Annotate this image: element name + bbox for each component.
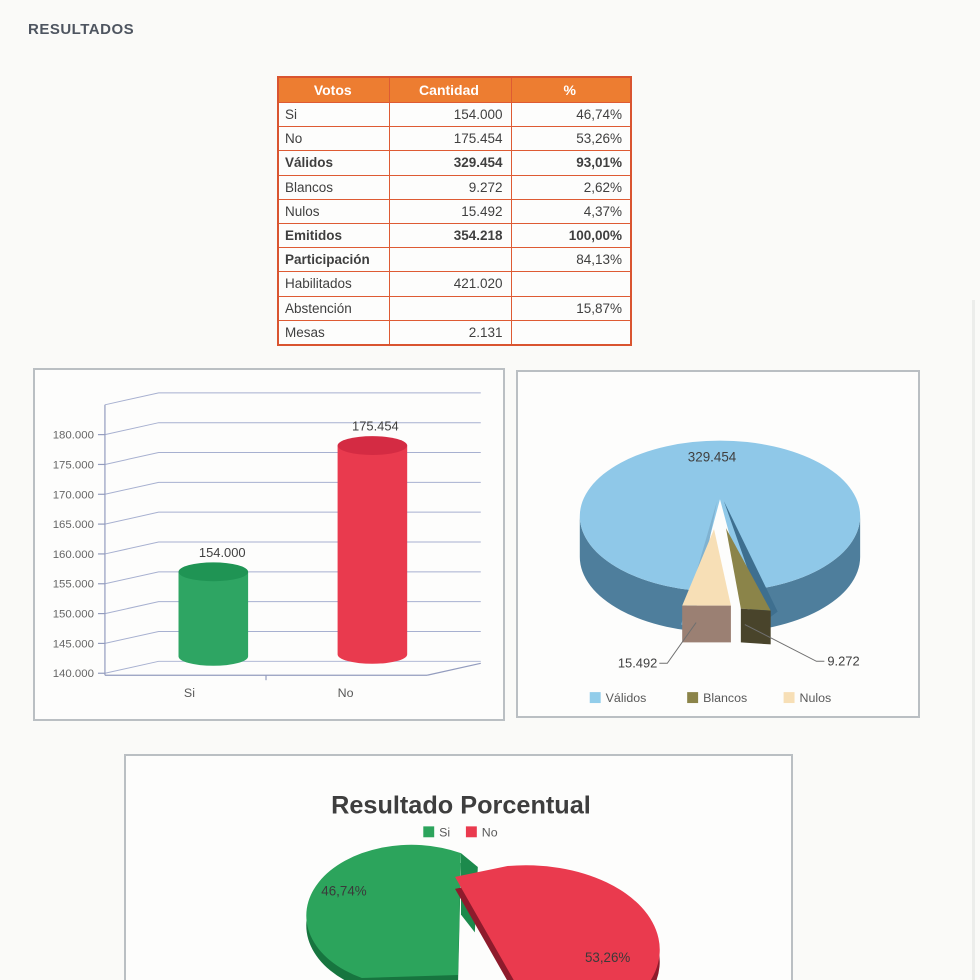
x-category-no: No <box>337 686 354 701</box>
cell-cantidad: 2.131 <box>389 320 511 345</box>
y-tick: 145.000 <box>52 638 95 651</box>
cell-label: Abstención <box>278 296 389 320</box>
y-tick: 170.000 <box>52 489 95 502</box>
y-tick: 155.000 <box>52 578 95 591</box>
legend-label-blancos: Blancos <box>703 691 748 706</box>
legend-swatch-si <box>423 826 434 837</box>
cell-label: Emitidos <box>278 223 389 247</box>
cell-label: Habilitados <box>278 272 389 296</box>
y-tick: 165.000 <box>52 519 95 532</box>
bar-no-cylinder <box>338 436 408 664</box>
cell-pct: 93,01% <box>511 151 631 175</box>
pie-chart-box <box>516 370 920 718</box>
percentage-chart-box <box>124 754 793 980</box>
col-header-votos: Votos <box>278 77 389 103</box>
bar-no-value-label: 175.454 <box>352 418 399 434</box>
table-row <box>278 199 631 223</box>
bar-chart-box <box>33 368 505 721</box>
y-tick: 180.000 <box>52 429 95 442</box>
pie-legend <box>590 691 831 705</box>
cell-label: Blancos <box>278 175 389 199</box>
cell-pct <box>511 320 631 345</box>
cell-pct: 2,62% <box>511 175 631 199</box>
cell-pct: 84,13% <box>511 248 631 272</box>
pie-blancos-label: 9.272 <box>827 653 860 669</box>
legend-swatch-no <box>466 826 477 837</box>
legend-label-nulos: Nulos <box>799 691 832 706</box>
pct-si-label: 46,74% <box>321 883 367 899</box>
cell-pct: 15,87% <box>511 296 631 320</box>
cell-label: Nulos <box>278 199 389 223</box>
table-row <box>278 175 631 199</box>
pct-slice-si <box>306 845 478 980</box>
y-tick: 150.000 <box>52 608 95 621</box>
cell-pct: 4,37% <box>511 199 631 223</box>
table-row <box>278 127 631 151</box>
legend-label-si: Si <box>439 825 451 840</box>
cell-pct <box>511 272 631 296</box>
y-tick: 140.000 <box>52 668 95 681</box>
page-title: RESULTADOS <box>28 21 135 38</box>
y-axis-tick-labels <box>53 430 94 681</box>
table-row <box>278 320 631 345</box>
cell-cantidad: 9.272 <box>389 175 511 199</box>
bar-si-value-label: 154.000 <box>198 544 246 560</box>
results-table <box>277 76 632 346</box>
pie-chart-canvas <box>518 372 914 712</box>
x-category-si: Si <box>183 686 195 701</box>
table-row <box>278 272 631 296</box>
cell-label: No <box>278 127 389 151</box>
cell-label: Si <box>278 103 389 127</box>
cell-cantidad: 329.454 <box>389 151 511 175</box>
pie-validos-label: 329.454 <box>687 449 737 465</box>
percentage-chart-title: Resultado Porcentual <box>331 791 591 820</box>
col-header-pct: % <box>511 77 631 103</box>
y-tick: 160.000 <box>52 548 95 561</box>
cell-pct: 53,26% <box>511 127 631 151</box>
legend-label-no: No <box>481 825 498 840</box>
pie-nulos-label: 15.492 <box>617 655 658 671</box>
cell-cantidad: 154.000 <box>389 103 511 127</box>
table-row <box>278 103 631 127</box>
legend-label-validos: Válidos <box>605 691 647 706</box>
cell-cantidad: 421.020 <box>389 272 511 296</box>
cell-cantidad <box>389 296 511 320</box>
table-row <box>278 223 631 247</box>
table-row <box>278 248 631 272</box>
table-row <box>278 296 631 320</box>
legend-swatch-nulos <box>784 692 795 703</box>
table-row <box>278 151 631 175</box>
pct-no-label: 53,26% <box>584 950 631 966</box>
cell-pct: 100,00% <box>511 223 631 247</box>
col-header-cantidad: Cantidad <box>389 77 511 103</box>
cell-label: Válidos <box>278 151 389 175</box>
cell-label: Mesas <box>278 320 389 345</box>
cell-cantidad: 354.218 <box>389 223 511 247</box>
percentage-chart-canvas <box>126 756 787 980</box>
legend-swatch-validos <box>590 692 601 703</box>
percentage-legend <box>423 825 497 839</box>
cell-cantidad: 175.454 <box>389 127 511 151</box>
legend-swatch-blancos <box>687 692 698 703</box>
cell-cantidad <box>389 248 511 272</box>
bar-chart-canvas <box>35 370 499 715</box>
bar-chart-gridlines <box>105 393 481 673</box>
table-header-row <box>278 77 631 103</box>
bar-si-cylinder <box>179 562 249 665</box>
cell-pct: 46,74% <box>511 103 631 127</box>
y-tick: 175.000 <box>52 459 95 472</box>
cell-cantidad: 15.492 <box>389 199 511 223</box>
cell-label: Participación <box>278 248 389 272</box>
scan-artifact-streak <box>972 300 975 980</box>
